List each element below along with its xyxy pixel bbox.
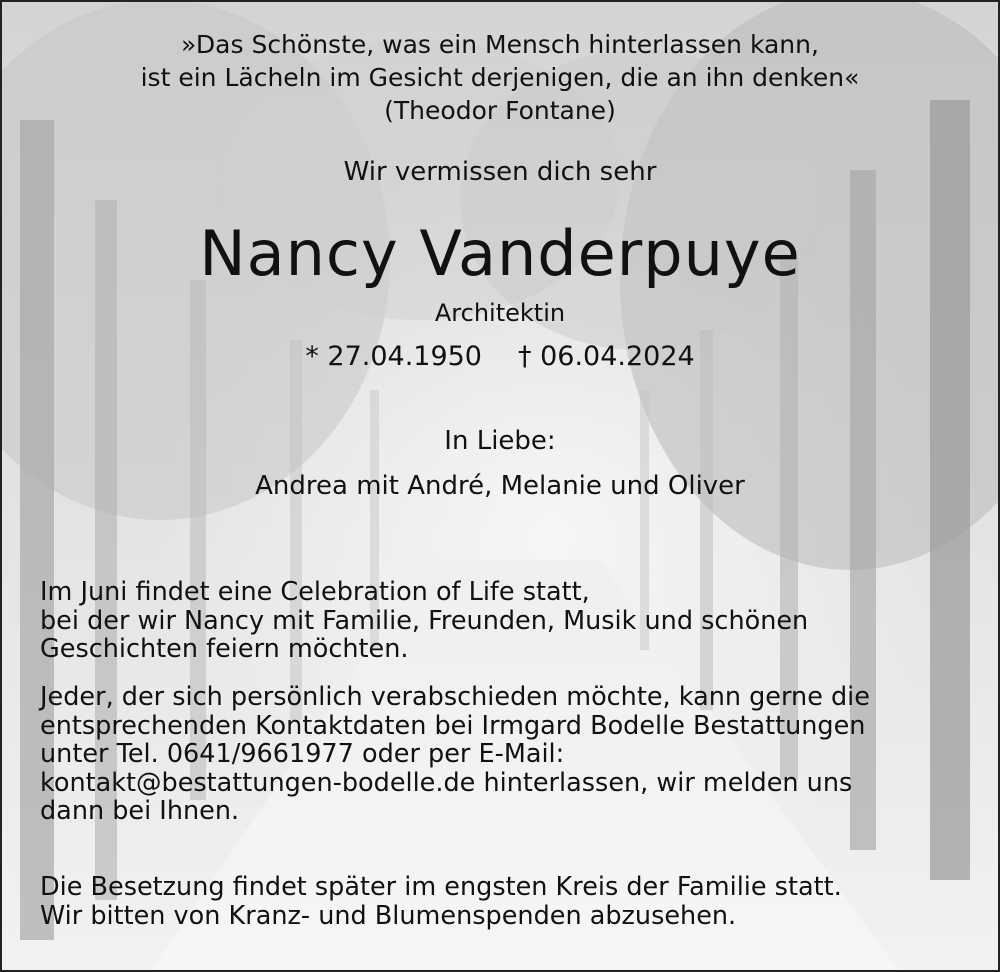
text-line: Wir bitten von Kranz- und Blumenspenden abzusehen. — [40, 900, 737, 931]
profession: Architektin — [434, 299, 566, 327]
text-line: dann bei Ihnen. — [40, 796, 240, 826]
text-line: Jeder, der sich persönlich verabschieden möchte, kann gerne die — [40, 682, 870, 712]
mourners-names: Andrea mit André, Melanie und Oliver — [255, 471, 745, 501]
life-dates — [0, 340, 1000, 374]
celebration-paragraph — [40, 578, 970, 664]
text-line: Im Juni findet eine Celebration of Life statt, — [40, 577, 590, 607]
text-line: bei der wir Nancy mit Familie, Freunden, Musik und schönen — [40, 605, 809, 636]
text-line: kontakt@bestattungen-bodelle.de hinterlassen, wir melden uns — [40, 767, 853, 798]
contact-paragraph — [40, 683, 970, 826]
intro-line: Wir vermissen dich sehr — [343, 157, 657, 187]
in-love-label: In Liebe: — [444, 426, 556, 456]
deceased-name: Nancy Vanderpuye — [199, 217, 801, 290]
closing-paragraph — [40, 873, 970, 930]
text-line: unter Tel. 0641/9661977 oder per E-Mail: — [40, 739, 565, 769]
quote-source: (Theodor Fontane) — [384, 96, 616, 125]
text-line: Geschichten feiern möchten. — [40, 634, 409, 664]
death-date: † 06.04.2024 — [518, 341, 695, 372]
text-line: entsprechenden Kontaktdaten bei Irmgard Bodelle Bestattungen — [40, 710, 866, 741]
quote-line-1: »Das Schönste, was ein Mensch hinterlassen kann, — [181, 30, 819, 59]
quote-block — [0, 28, 1000, 127]
quote-line-2: ist ein Lächeln im Gesicht derjenigen, die an ihn denken« — [140, 63, 860, 92]
text-line: Die Besetzung findet später im engsten Kreis der Familie statt. — [40, 872, 842, 902]
birth-date: * 27.04.1950 — [305, 341, 482, 372]
